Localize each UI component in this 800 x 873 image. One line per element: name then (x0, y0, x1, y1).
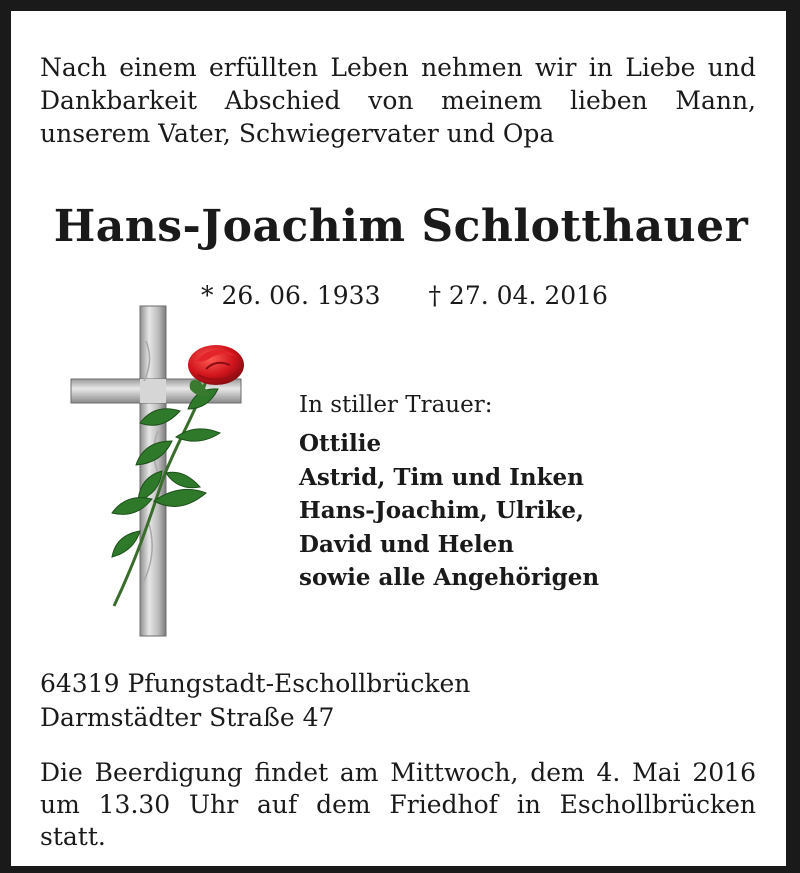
funeral-info (40, 757, 756, 853)
address (40, 667, 470, 735)
address-line: 64319 Pfungstadt-Eschollbrücken (40, 669, 471, 698)
mourner-line: Astrid, Tim und Inken (299, 463, 584, 491)
cross-with-rose-icon (68, 301, 268, 646)
mourner-list (299, 427, 599, 595)
address-line: Darmstädter Straße 47 (40, 703, 335, 732)
deceased-name: Hans-Joachim Schlotthauer (53, 201, 749, 252)
intro-line: unserem Vater, Schwiegervater und Opa (40, 119, 555, 148)
intro-text (40, 51, 756, 150)
intro-line: Nach einem erfüllten Leben nehmen wir in Liebe und (40, 53, 756, 82)
funeral-line: Die Beerdigung findet am Mittwoch, dem 4. Mai 2016 (40, 758, 756, 787)
funeral-line: um 13.30 Uhr auf dem Friedhof in Eschollbrücken (40, 790, 756, 819)
birth-date: * 26. 06. 1933 (201, 281, 381, 310)
mourning-heading: In stiller Trauer: (299, 392, 493, 418)
intro-line: Dankbarkeit Abschied von meinem lieben Mann, (40, 86, 756, 115)
mourner-line: David und Helen (299, 530, 515, 558)
funeral-line: statt. (40, 822, 106, 851)
mourner-line: sowie alle Angehörigen (299, 564, 600, 591)
obituary-notice (11, 11, 786, 866)
mourner-line: Hans-Joachim, Ulrike, (299, 497, 585, 524)
death-date: † 27. 04. 2016 (428, 281, 608, 310)
mourner-line: Ottilie (299, 430, 382, 457)
